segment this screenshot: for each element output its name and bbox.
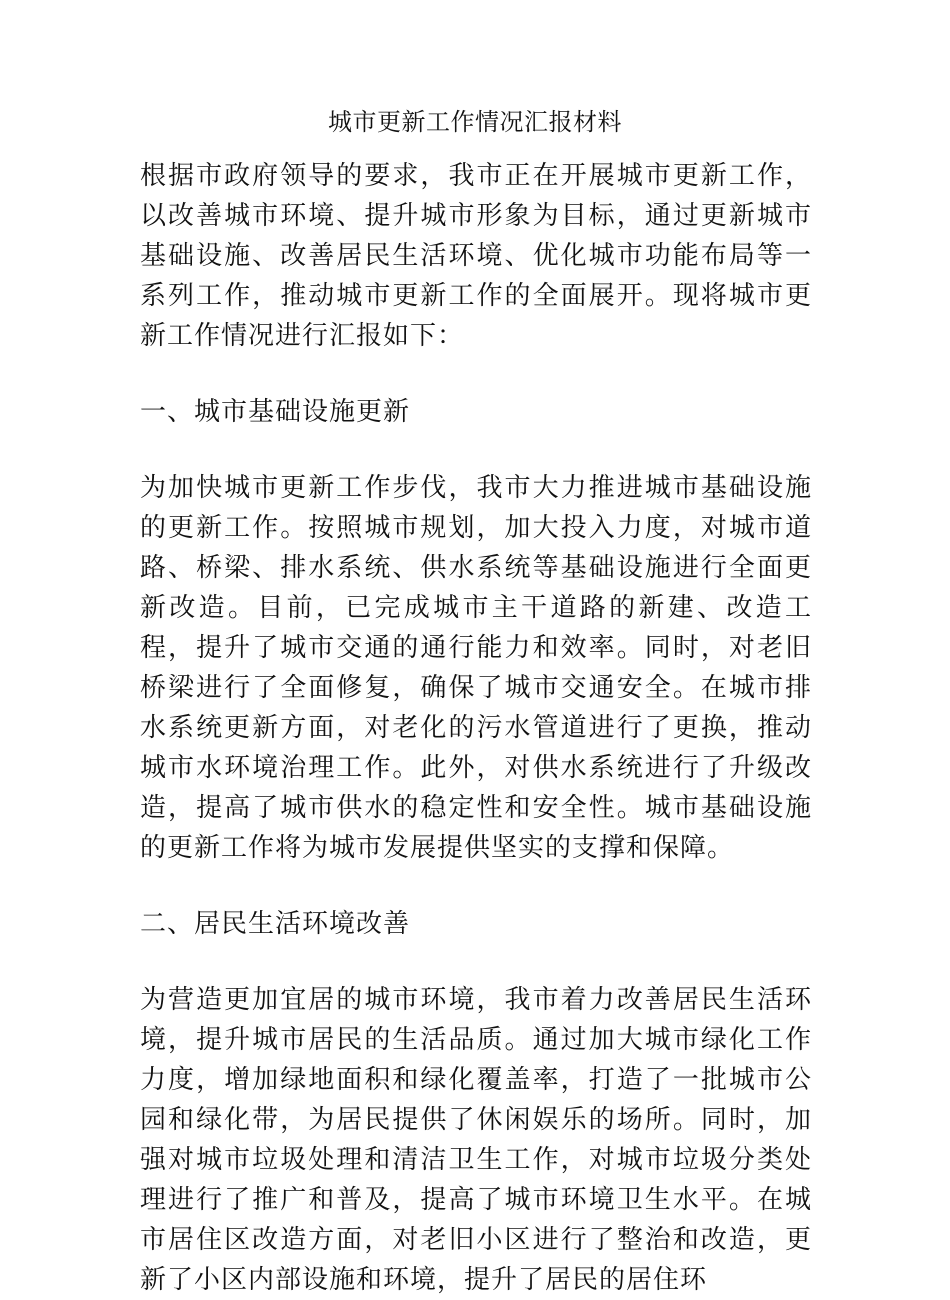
intro-paragraph: 根据市政府领导的要求，我市正在开展城市更新工作，以改善城市环境、提升城市形象为目标，通过更新城市基础设施、改善居民生活环境、优化城市功能布局等一系列工作，推动城市更新工作的全面展开。现将城市更新工作情况进行汇报如下： [140,161,812,351]
section-1-heading: 一、城市基础设施更新 [140,397,411,427]
document-body [140,156,812,1300]
paragraph-spacer [140,944,812,980]
section-2-body: 为营造更加宜居的城市环境，我市着力改善居民生活环境，提升城市居民的生活品质。通过加大城市绿化工作力度，增加绿地面积和绿化覆盖率，打造了一批城市公园和绿化带，为居民提供了休闲娱乐的场所。同时，加强对城市垃圾处理和清洁卫生工作，对城市垃圾分类处理进行了推广和普及，提高了城市环境卫生水平。在城市居住区改造方面，对老旧小区进行了整治和改造，更新了小区内部设施和环境，提升了居民的居住环 [140,985,812,1295]
paragraph-spacer [140,868,812,904]
section-1-body: 为加快城市更新工作步伐，我市大力推进城市基础设施的更新工作。按照城市规划，加大投入力度，对城市道路、桥梁、排水系统、供水系统等基础设施进行全面更新改造。目前，已完成城市主干道路的新建、改造工程，提升了城市交通的通行能力和效率。同时，对老旧桥梁进行了全面修复，确保了城市交通安全。在城市排水系统更新方面，对老化的污水管道进行了更换，推动城市水环境治理工作。此外，对供水系统进行了升级改造，提高了城市供水的稳定性和安全性。城市基础设施的更新工作将为城市发展提供坚实的支撑和保障。 [140,473,812,863]
section-2-heading: 二、居民生活环境改善 [140,909,411,939]
paragraph-spacer [140,356,812,392]
document-title: 城市更新工作情况汇报材料 [328,108,622,136]
paragraph-spacer [140,432,812,468]
